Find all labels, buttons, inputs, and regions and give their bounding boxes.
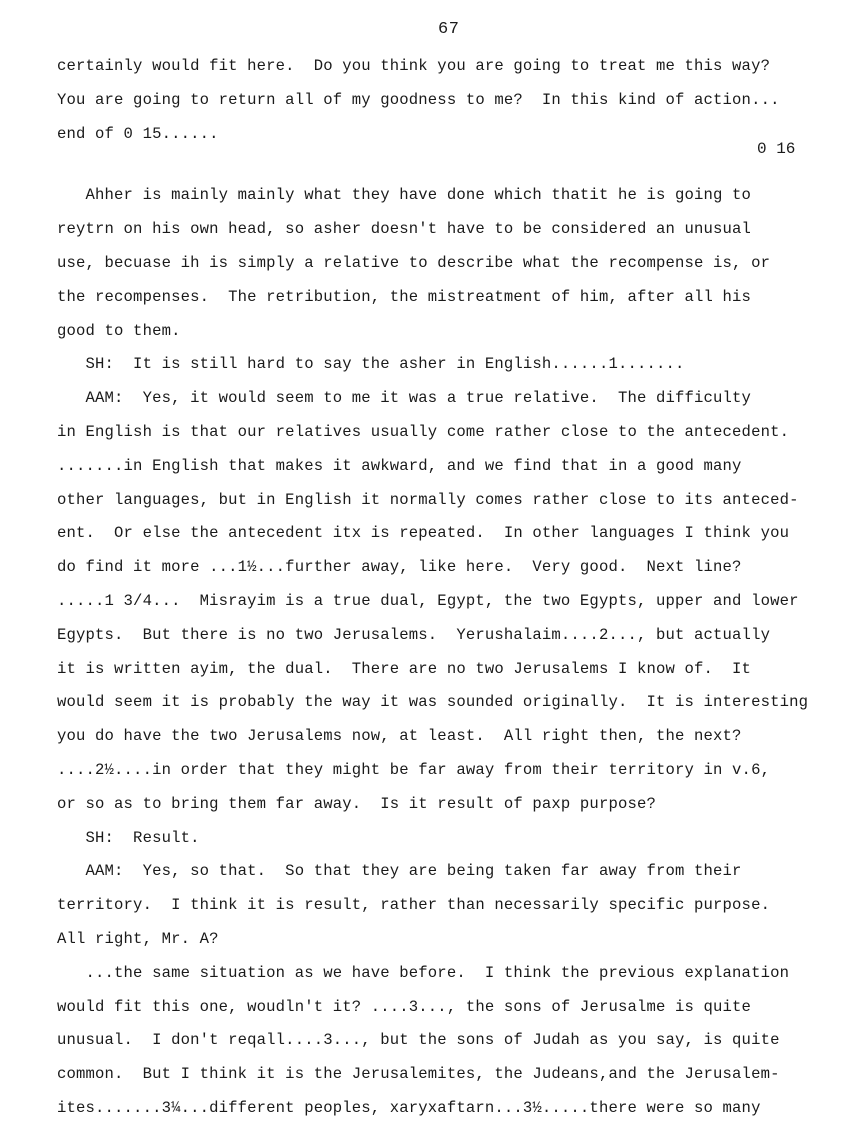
text-line: AAM: Yes, it would seem to me it was a true relative. The difficulty xyxy=(57,389,752,408)
section-gap xyxy=(57,155,847,183)
text-line: would seem it is probably the way it was sounded originally. It is interesting xyxy=(57,693,809,712)
text-line: .......in English that makes it awkward, and we find that in a good many xyxy=(57,456,742,475)
text-line: do find it more ...1½...further away, like here. Very good. Next line? xyxy=(57,558,742,577)
text-line: Ahher is mainly mainly what they have done which thatit he is going to xyxy=(57,186,752,205)
text-line: you do have the two Jerusalems now, at least. All right then, the next? xyxy=(57,727,742,746)
text-line: ites.......3¼...different peoples, xaryxaftarn...3½.....there were so many xyxy=(57,1098,761,1117)
text-line: would fit this one, woudln't it? ....3..., the sons of Jerusalme is quite xyxy=(57,997,752,1016)
text-line: Egypts. But there is no two Jerusalems. Yerushalaim....2..., but actually xyxy=(57,625,771,644)
paragraph-main xyxy=(57,183,847,1129)
text-line: use, becuase ih is simply a relative to describe what the recompense is, or xyxy=(57,253,771,272)
text-line: common. But I think it is the Jerusalemites, the Judeans,and the Jerusalem- xyxy=(57,1065,780,1084)
tape-marker: 0 16 xyxy=(757,140,796,158)
text-line: SH: Result. xyxy=(57,828,200,847)
text-line: other languages, but in English it normally comes rather close to its anteced- xyxy=(57,490,799,509)
text-line: end of 0 15...... xyxy=(57,124,219,143)
text-line: it is written ayim, the dual. There are no two Jerusalems I know of. It xyxy=(57,659,752,678)
text-line: territory. I think it is result, rather than necessarily specific purpose. xyxy=(57,896,771,915)
text-line: All right, Mr. A? xyxy=(57,929,219,948)
text-line: or so as to bring them far away. Is it result of paxp purpose? xyxy=(57,794,656,813)
text-line: unusual. I don't reqall....3..., but the sons of Judah as you say, is quite xyxy=(57,1031,780,1050)
paragraph-intro xyxy=(57,54,847,155)
text-line: ....2½....in order that they might be far away from their territory in v.6, xyxy=(57,760,771,779)
text-line: .....1 3/4... Misrayim is a true dual, Egypt, the two Egypts, upper and lower xyxy=(57,591,799,610)
text-line: SH: It is still hard to say the asher in English......1....... xyxy=(57,355,685,374)
text-line: You are going to return all of my goodness to me? In this kind of action... xyxy=(57,90,780,109)
text-line: ent. Or else the antecedent itx is repeated. In other languages I think you xyxy=(57,524,790,543)
text-line: the recompenses. The retribution, the mistreatment of him, after all his xyxy=(57,287,752,306)
page-number: 67 xyxy=(438,20,460,39)
text-line: certainly would fit here. Do you think you are going to treat me this way? xyxy=(57,57,771,75)
transcript-body xyxy=(57,54,847,1130)
text-line: good to them. xyxy=(57,321,181,340)
text-line: in English is that our relatives usually come rather close to the antecedent. xyxy=(57,422,790,441)
text-line: reytrn on his own head, so asher doesn't have to be considered an unusual xyxy=(57,220,752,239)
text-line: AAM: Yes, so that. So that they are being taken far away from their xyxy=(57,862,742,881)
text-line: ...the same situation as we have before. I think the previous explanation xyxy=(57,963,790,982)
